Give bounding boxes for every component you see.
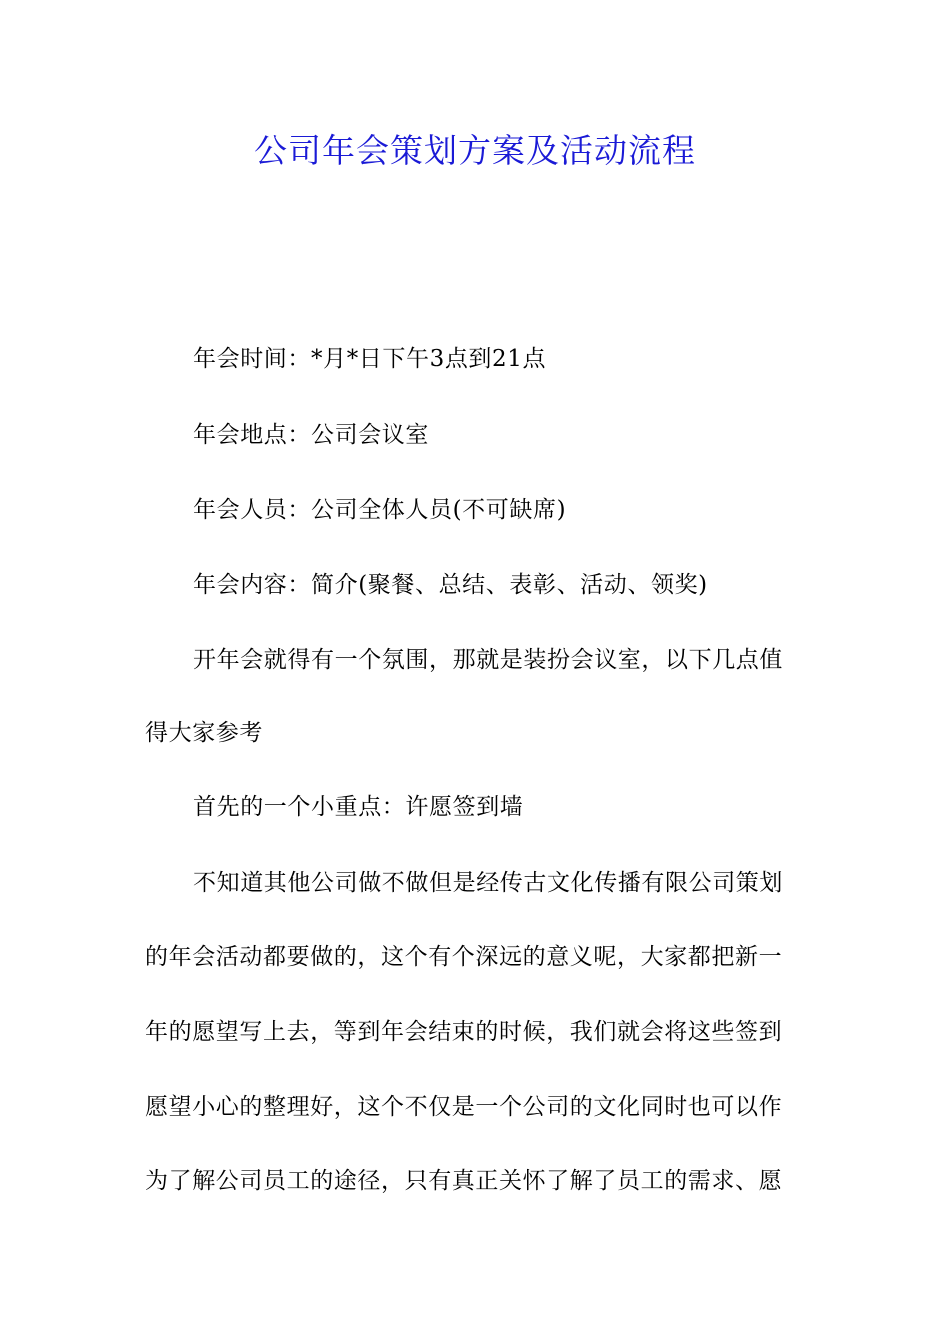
paragraph-line: 的年会活动都要做的，这个有个深远的意义呢，大家都把新一 bbox=[145, 944, 783, 970]
document-title: 公司年会策划方案及活动流程 bbox=[254, 131, 696, 170]
info-line-content: 年会内容：简介(聚餐、总结、表彰、活动、领奖) bbox=[193, 572, 708, 598]
info-line-time: 年会时间：*月*日下午3点到21点 bbox=[193, 346, 547, 372]
paragraph-line: 愿望小心的整理好，这个不仅是一个公司的文化同时也可以作 bbox=[145, 1094, 783, 1120]
paragraph-line: 不知道其他公司做不做但是经传古文化传播有限公司策划 bbox=[193, 870, 783, 896]
paragraph-line: 开年会就得有一个氛围，那就是装扮会议室，以下几点值 bbox=[193, 647, 783, 673]
section-heading-line: 首先的一个小重点：许愿签到墙 bbox=[193, 794, 524, 820]
info-line-location: 年会地点：公司会议室 bbox=[193, 422, 429, 448]
info-line-attendees: 年会人员：公司全体人员(不可缺席) bbox=[193, 497, 567, 523]
paragraph-line: 为了解公司员工的途径，只有真正关怀了解了员工的需求、愿 bbox=[145, 1168, 783, 1194]
paragraph-line: 年的愿望写上去，等到年会结束的时候，我们就会将这些签到 bbox=[145, 1019, 783, 1045]
paragraph-line: 得大家参考 bbox=[145, 720, 263, 746]
